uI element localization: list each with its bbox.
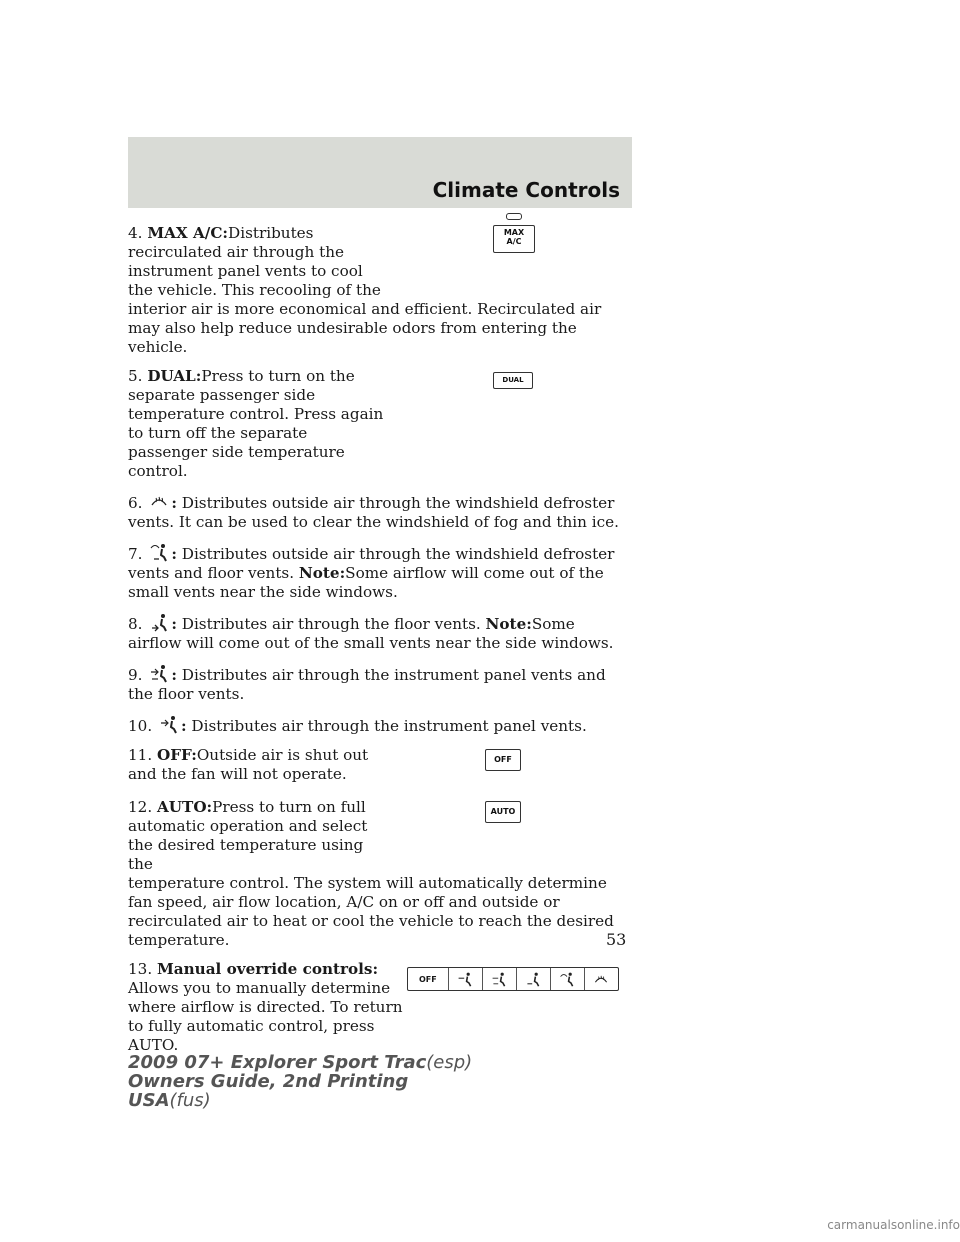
footer-market: USA [128,1090,170,1111]
list-item-manual-override [128,960,633,1055]
item-number: 4. [128,224,143,242]
panel-icon [457,971,473,987]
footer-market-code: (fus) [169,1090,211,1111]
list-item-panel-floor [128,663,633,704]
max-ac-button-figure [493,213,538,267]
defrost-icon [593,971,609,987]
item-text: Allows you to manually determine where airflow is directed. To return to fully automatic control, press AUTO. [128,979,403,1054]
list-item-max-ac [128,224,633,357]
item-number: 9. [128,666,143,684]
item-number: 10. [128,717,153,735]
item-text: Distributes outside air through the windshield defroster vents. It can be used to clear the windshield of fog and thin ice. [128,494,619,531]
list-item-floor [128,612,633,653]
item-number: 8. [128,615,143,633]
item-label: : [171,615,177,633]
defrost-floor-icon [559,971,575,987]
watermark: carmanualsonline.info [827,1218,960,1232]
list-item-defrost [128,491,633,532]
dual-button: DUAL [493,372,533,389]
floor-icon [149,612,169,632]
panel-floor-button [483,968,517,990]
max-ac-button: MAX A/C [493,225,535,253]
item-label: MAX A/C: [147,224,229,242]
section-title: Climate Controls [432,178,620,202]
list-item-auto [128,798,633,950]
item-number: 12. [128,798,153,816]
item-text: Distributes air through the instrument panel vents. [191,717,587,735]
item-number: 6. [128,494,143,512]
page-body [128,224,633,1065]
floor-button [517,968,551,990]
defrost-floor-icon [149,542,169,562]
item-label: AUTO: [156,798,213,816]
list-item-off [128,746,633,784]
note-label: Note: [298,564,346,582]
defrost-button [585,968,618,990]
item-number: 5. [128,367,143,385]
item-text-continued: interior air is more economical and efficient. Recirculated air may also help reduce undesirable odors from entering the vehicle. [128,300,602,356]
section-header-band [128,137,632,208]
note-text: Some airflow will come out of the small vents near the side windows. [128,564,604,601]
footer-title: 2009 07+ Explorer Sport Trac [128,1052,427,1073]
manual-override-panel [407,967,619,991]
defrost-floor-button [551,968,585,990]
item-number: 7. [128,545,143,563]
item-number: 13. [128,960,153,978]
item-text: Distributes outside air through the windshield defroster vents and floor vents. [128,545,615,582]
auto-button: AUTO [485,801,521,823]
item-text: Press to turn on full automatic operation and select the desired temperature using the [128,798,368,873]
list-item-dual [128,367,633,481]
defrost-icon [149,491,169,511]
panel-floor-icon [149,663,169,683]
item-label: Manual override controls: [156,960,379,978]
document-footer [128,1053,472,1110]
item-text: Distributes air through the floor vents. [181,615,481,633]
list-item-panel [128,714,633,736]
item-label: : [171,494,177,512]
item-label: DUAL: [147,367,202,385]
item-text: Distributes recirculated air through the instrument panel vents to cool the vehicle. This recooling of the [128,224,381,299]
panel-floor-icon [491,971,507,987]
indicator-light [506,213,522,220]
note-text: Some airflow will come out of the small vents near the side windows. [128,615,614,652]
footer-lang: (esp) [426,1052,473,1073]
item-label: : [171,666,177,684]
item-text: Press to turn on the separate passenger side temperature control. Press again to turn off the separate passenger side temperature control. [128,367,384,480]
panel-vent-button [449,968,483,990]
item-text-continued: temperature control. The system will automatically determine fan speed, air flow location, A/C on or off and outside or recirculated air to heat or cool the vehicle to reach the desired temperature. [128,874,614,949]
item-number: 11. [128,746,153,764]
item-label: : [171,545,177,563]
off-button: OFF [485,749,521,771]
floor-icon [525,971,541,987]
panel-off-button: OFF [408,968,449,990]
item-text: Distributes air through the instrument panel vents and the floor vents. [128,666,606,703]
panel-icon [159,714,179,734]
page-number: 53 [606,930,627,949]
item-text: Outside air is shut out and the fan will not operate. [128,746,369,783]
list-item-defrost-floor [128,542,633,602]
note-label: Note: [485,615,532,633]
footer-printing: Owners Guide, 2nd Printing [128,1071,409,1092]
item-label: OFF: [156,746,197,764]
item-label: : [180,717,187,735]
